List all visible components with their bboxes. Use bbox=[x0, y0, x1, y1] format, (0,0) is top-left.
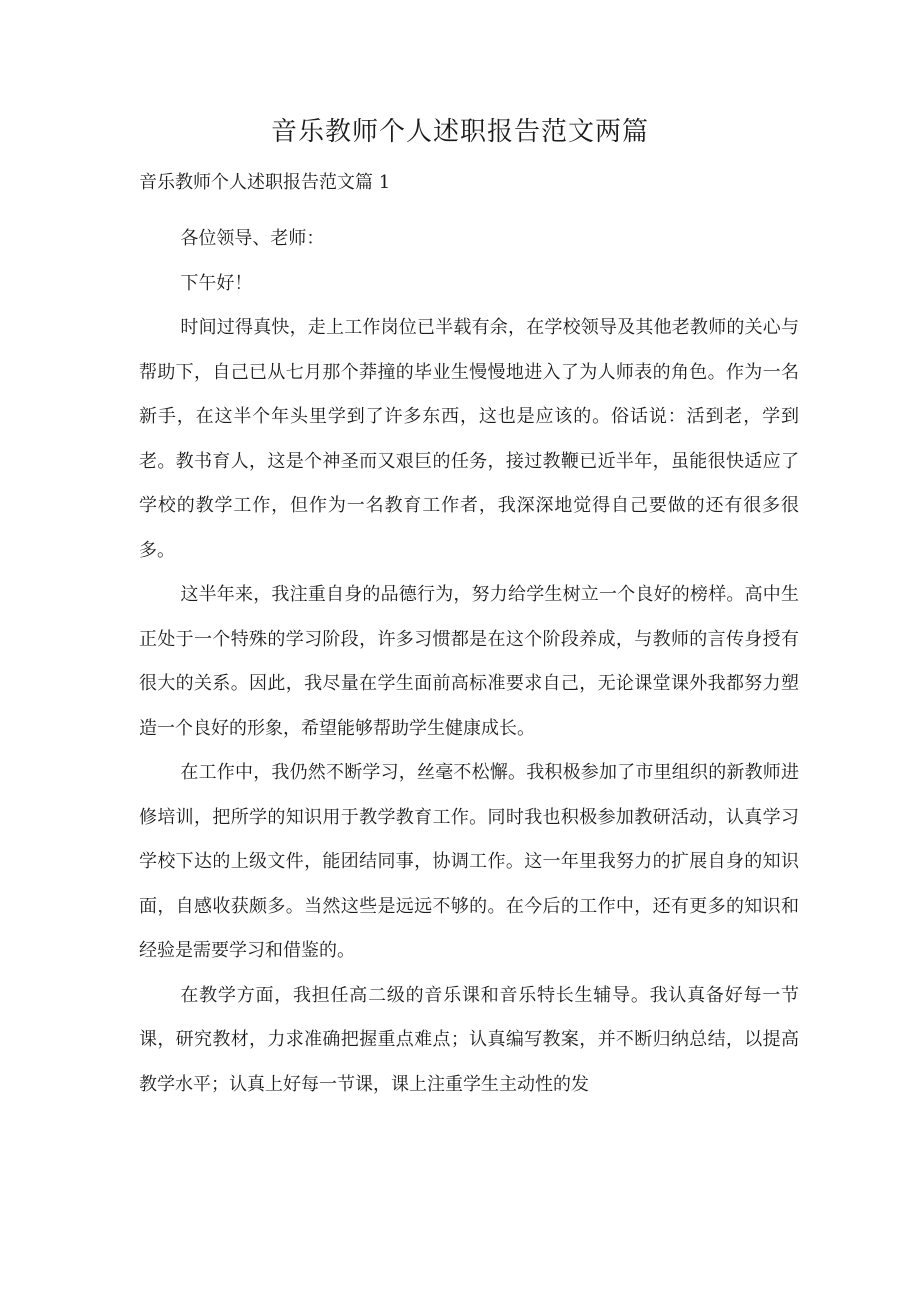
body-paragraph: 在教学方面，我担任高二级的音乐课和音乐特长生辅导。我认真备好每一节课，研究教材，力求准确把握重点难点；认真编写教案，并不断归纳总结，以提高教学水平；认真上好每一节课，课上注重学生主动性的发 bbox=[139, 984, 799, 1095]
document-title: 音乐教师个人述职报告范文两篇 bbox=[270, 117, 649, 147]
body-paragraph: 这半年来，我注重自身的品德行为，努力给学生树立一个良好的榜样。高中生正处于一个特殊的学习阶段，许多习惯都是在这个阶段养成，与教师的言传身授有很大的关系。因此，我尽量在学生面前高标准要求自己，无论课堂课外我都努力塑造一个良好的形象，希望能够帮助学生健康成长。 bbox=[139, 584, 799, 739]
body-paragraph: 时间过得真快，走上工作岗位已半载有余，在学校领导及其他老教师的关心与帮助下，自己已从七月那个莽撞的毕业生慢慢地进入了为人师表的角色。作为一名新手，在这半个年头里学到了许多东西，这也是应该的。俗话说：活到老，学到老。教书育人，这是个神圣而又艰巨的任务，接过教鞭已近半年，虽能很快适应了学校的教学工作，但作为一名教育工作者，我深深地觉得自己要做的还有很多很多。 bbox=[139, 317, 799, 561]
salutation-paragraph: 下午好！ bbox=[180, 272, 253, 294]
document-body bbox=[139, 217, 799, 1107]
greeting-paragraph: 各位领导、老师： bbox=[180, 228, 325, 249]
document-subtitle: 音乐教师个人述职报告范文篇 1 bbox=[139, 172, 391, 193]
body-paragraph: 在工作中，我仍然不断学习，丝毫不松懈。我积极参加了市里组织的新教师进修培训，把所学的知识用于教学教育工作。同时我也积极参加教研活动，认真学习学校下达的上级文件，能团结同事，协调工作。这一年里我努力的扩展自身的知识面，自感收获颇多。当然这些是远远不够的。在今后的工作中，还有更多的知识和经验是需要学习和借鉴的。 bbox=[139, 762, 799, 961]
